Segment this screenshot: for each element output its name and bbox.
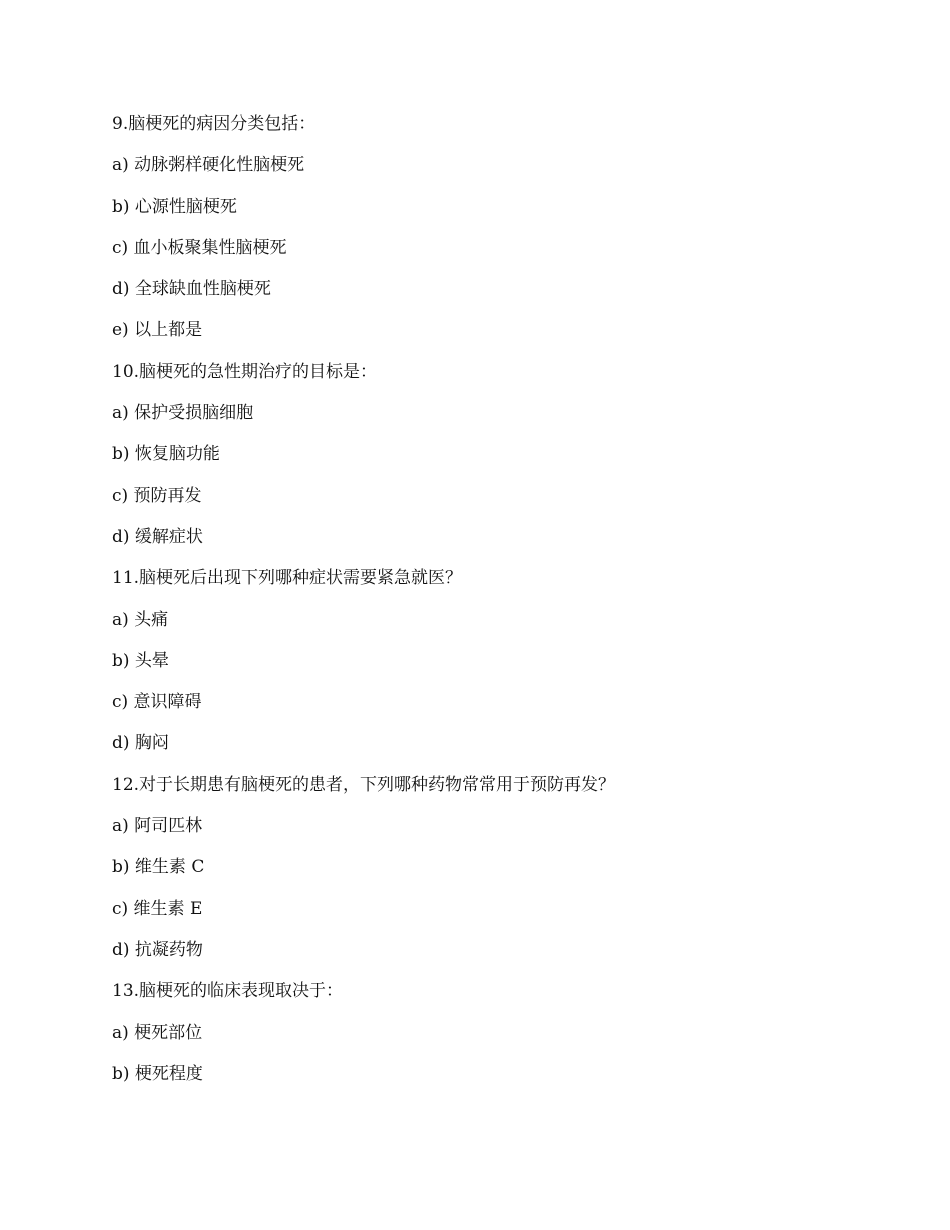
question-13-option-b: b) 梗死程度 — [112, 1063, 203, 1084]
question-12-option-d: d) 抗凝药物 — [112, 939, 203, 960]
question-9-option-b: b) 心源性脑梗死 — [112, 196, 237, 217]
question-9-title: 9.脑梗死的病因分类包括： — [112, 114, 316, 134]
question-10-option-d: d) 缓解症状 — [112, 526, 203, 547]
question-9-option-c: c) 血小板聚集性脑梗死 — [112, 237, 287, 258]
question-12-option-c: c) 维生素 E — [112, 898, 203, 919]
question-9-option-a: a) 动脉粥样硬化性脑梗死 — [112, 155, 305, 176]
question-11-option-d: d) 胸闷 — [112, 733, 169, 754]
document-body — [112, 111, 842, 1102]
question-10-option-b: b) 恢复脑功能 — [112, 444, 220, 465]
question-11-option-a: a) 头痛 — [112, 609, 169, 630]
question-12-option-a: a) 阿司匹林 — [112, 816, 203, 837]
question-9-option-e: e) 以上都是 — [112, 320, 203, 341]
question-13-option-a: a) 梗死部位 — [112, 1022, 203, 1043]
question-11-title: 11.脑梗死后出现下列哪种症状需要紧急就医？ — [112, 568, 463, 589]
question-11-option-b: b) 头晕 — [112, 650, 169, 671]
question-10-title: 10.脑梗死的急性期治疗的目标是： — [112, 361, 378, 382]
question-9-option-d: d) 全球缺血性脑梗死 — [112, 279, 271, 300]
question-12-title: 12.对于长期患有脑梗死的患者，下列哪种药物常常用于预防再发？ — [112, 774, 616, 795]
question-10-option-c: c) 预防再发 — [112, 485, 202, 506]
question-12-option-b: b) 维生素 C — [112, 857, 205, 878]
question-11-option-c: c) 意识障碍 — [112, 692, 202, 713]
question-10-option-a: a) 保护受损脑细胞 — [112, 403, 254, 424]
question-13-title: 13.脑梗死的临床表现取决于： — [112, 981, 344, 1002]
